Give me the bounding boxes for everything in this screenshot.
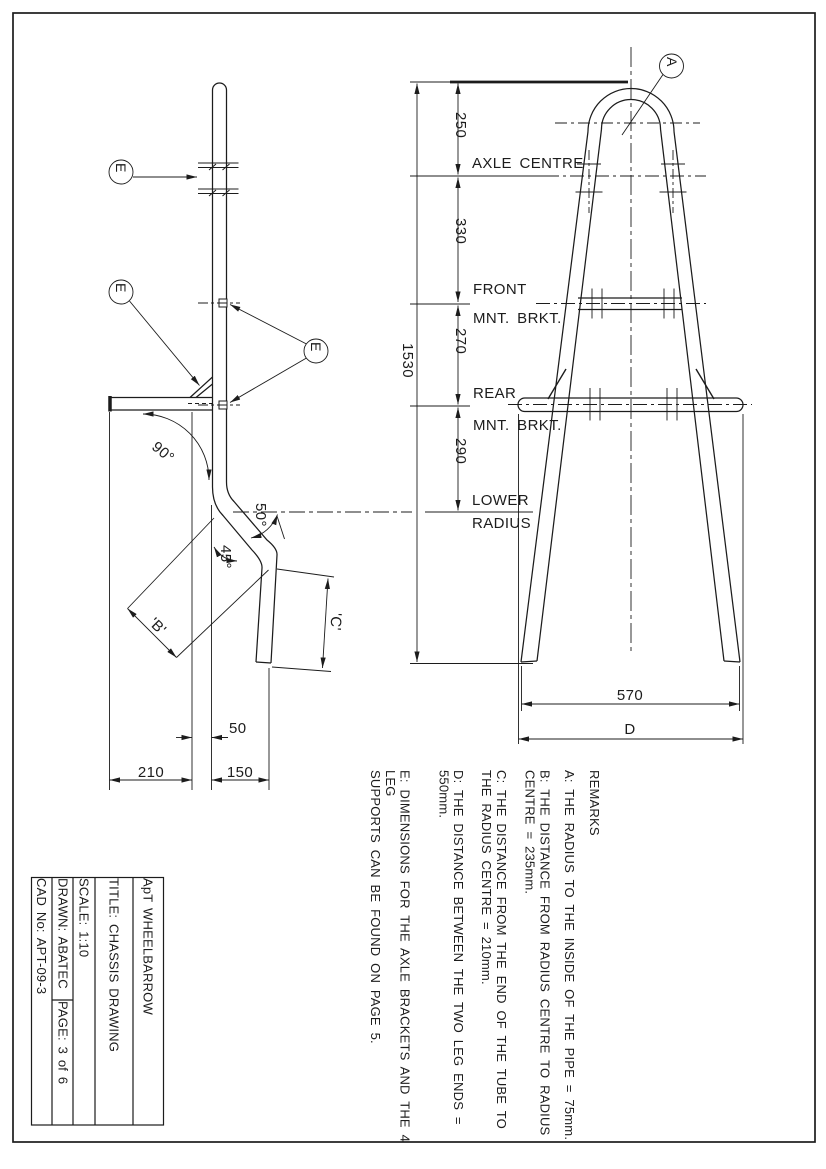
angle-45-label: 45°: [217, 545, 234, 569]
dim-c-label: 'C': [326, 612, 345, 632]
dim-b-ext2: [177, 570, 269, 658]
side-view-dimensions: [109, 160, 412, 790]
remark-b: B: THE DISTANCE FROM RADIUS CENTRE TO RADIUS CENTRE = 235mm.: [522, 770, 553, 1136]
title-block-drawn: DRAWN: ABATEC: [55, 878, 71, 989]
remark-a: A: THE RADIUS TO THE INSIDE OF THE PIPE = 75mm.: [562, 770, 578, 1141]
rear-label: REAR: [473, 385, 517, 402]
remarks-block: [357, 770, 601, 1152]
lower-label: LOWER: [472, 492, 530, 509]
balloon-a-label: A: [664, 57, 680, 67]
dim-570-label: 570: [616, 687, 644, 704]
remark-e: E: DIMENSIONS FOR THE AXLE BRACKETS AND THE 4 LEG SUPPORTS CAN BE FOUND ON PAGE 5.: [368, 770, 413, 1143]
balloon-e3-label: E: [308, 342, 324, 352]
dim-b-label: 'B': [145, 614, 170, 639]
dim-330-label: 330: [452, 218, 469, 245]
title-block-page: PAGE: 3 of 6: [55, 1001, 71, 1085]
angle-50-label: 50°: [252, 503, 269, 527]
remarks-title: REMARKS: [587, 770, 602, 836]
balloon-e2-label: E: [113, 283, 129, 293]
angle-90-label: 90°: [148, 438, 178, 467]
dim-c-ext1: [277, 569, 334, 577]
bracket-centerlines: [198, 303, 240, 405]
leg-end-cap: [256, 662, 271, 663]
balloon-e3-leader-upper: [230, 305, 307, 345]
front-label: FRONT: [473, 281, 527, 298]
balloon-e3-leader-lower: [230, 358, 307, 403]
tube-left-edge: [213, 90, 263, 662]
gusset: [190, 377, 213, 398]
title-block-scale: SCALE: 1:10: [76, 878, 92, 958]
dim-290-label: 290: [452, 438, 469, 465]
balloon-e2-leader: [130, 301, 200, 386]
title-block-title: TITLE: CHASSIS DRAWING: [106, 878, 122, 1053]
right-leg: [661, 129, 741, 662]
tube-break-marks: [198, 163, 239, 196]
balloon-a-leader: [622, 75, 663, 136]
radius-label: RADIUS: [472, 515, 532, 532]
tube-right-edge: [227, 90, 278, 663]
dim-250-label: 250: [452, 112, 469, 139]
rear-brkt-label: MNT. BRKT.: [473, 417, 562, 434]
dim-50-label: 50: [229, 720, 247, 737]
dim-1530-label: 1530: [399, 343, 416, 378]
side-view: [110, 83, 277, 663]
dim-270-label: 270: [452, 328, 469, 355]
remark-d: D: THE DISTANCE BETWEEN THE TWO LEG ENDS = 550mm.: [436, 770, 467, 1125]
balloon-e1-label: E: [113, 163, 129, 173]
axle-centre-label: AXLE CENTRE: [472, 155, 584, 172]
dim-210-label: 210: [137, 764, 165, 781]
front-view-centerlines: [508, 47, 752, 655]
dim-d-label: D: [624, 721, 636, 738]
dim-150-label: 150: [226, 764, 254, 781]
remark-c: C: THE DISTANCE FROM THE END OF THE TUBE TO THE RADIUS CENTRE = 210mm.: [479, 770, 509, 1129]
leg-end-caps: [521, 661, 740, 662]
title-block-cad-no: CAD No: APT-09-3: [34, 878, 49, 995]
tube-cap: [213, 83, 227, 90]
front-brkt-label: MNT. BRKT.: [473, 310, 562, 327]
angle-50-ray: [277, 516, 285, 539]
dim-b-ext1: [128, 518, 215, 609]
title-block-company: ApT WHEELBARROW: [140, 878, 156, 1015]
